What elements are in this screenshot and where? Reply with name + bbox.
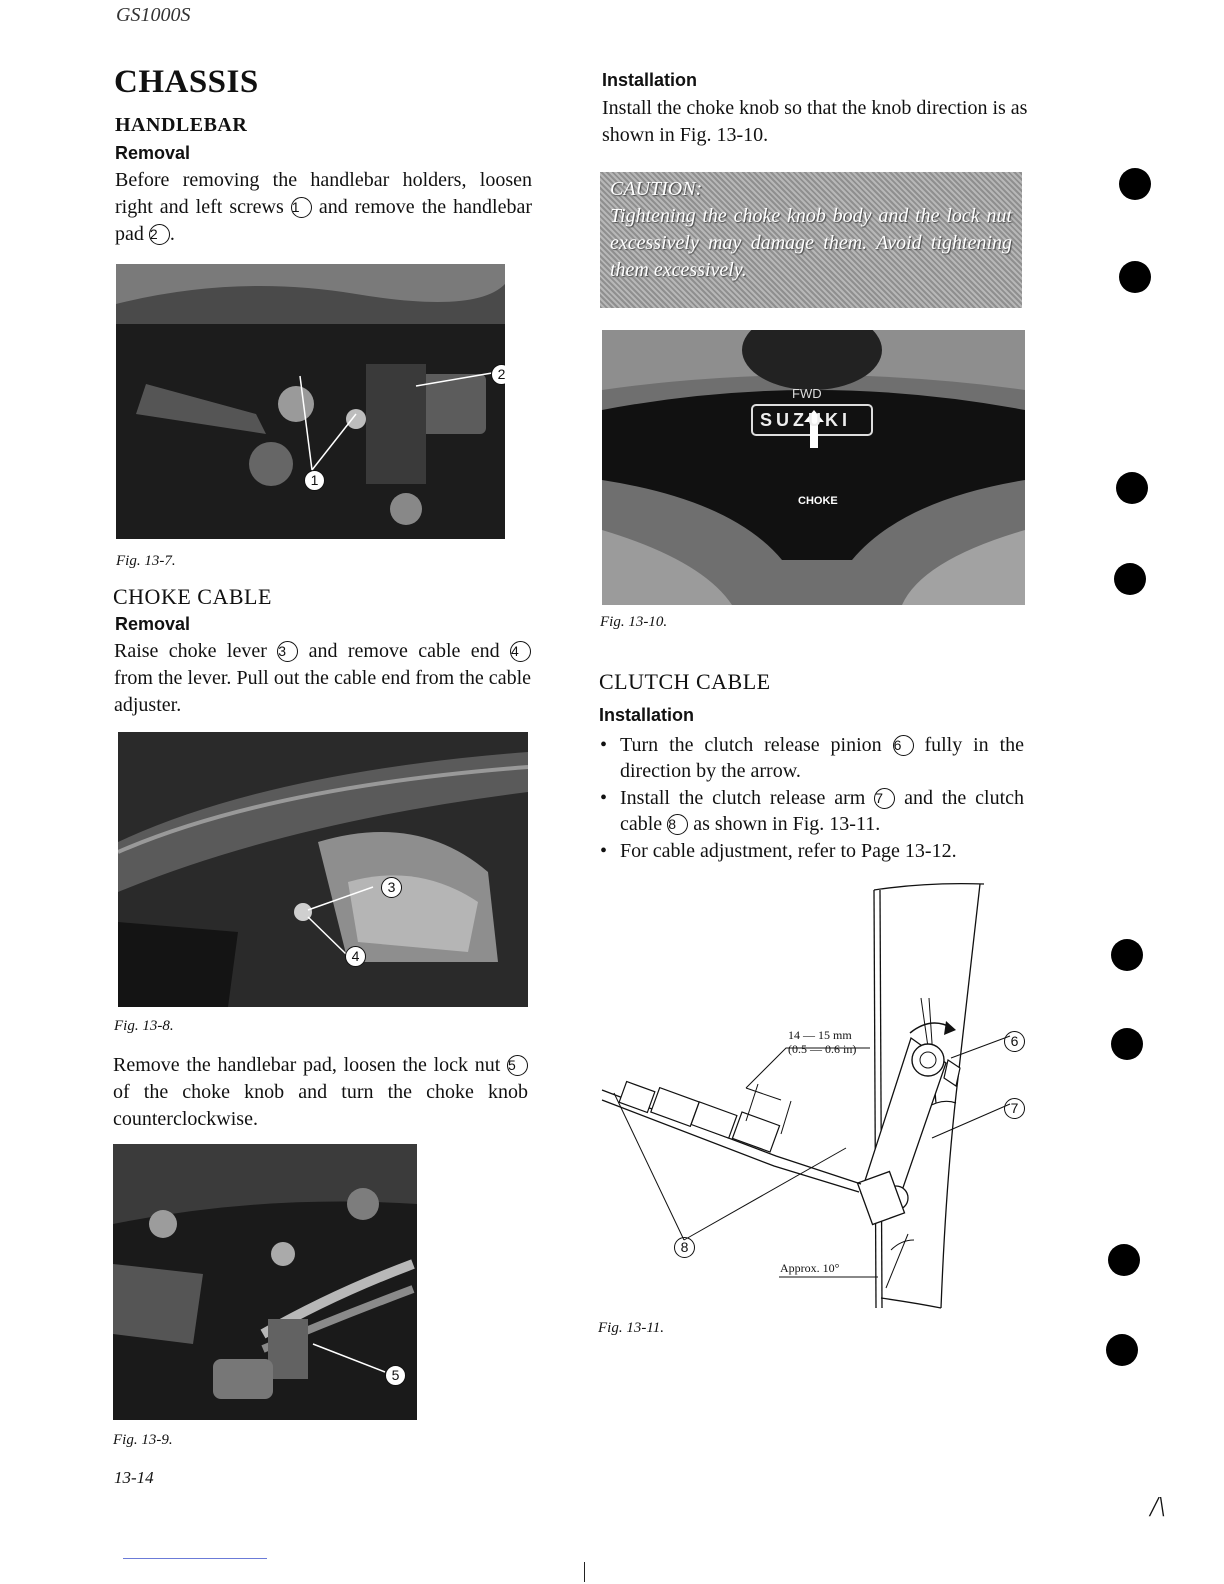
binder-hole-1: [1119, 168, 1151, 200]
fig-13-10-caption: Fig. 13-10.: [600, 614, 668, 630]
clutch-steps-list: [598, 732, 1024, 865]
binder-hole-7: [1108, 1244, 1140, 1276]
page-number: 13-14: [114, 1468, 154, 1487]
fwd-marking: FWD: [792, 386, 822, 401]
chassis-title: CHASSIS: [114, 64, 259, 100]
callout-6: 6: [893, 735, 914, 756]
fig-13-7-label-1: 1: [304, 470, 325, 491]
choke-cable-heading: CHOKE CABLE: [113, 584, 272, 609]
choke-removal-subheading: Removal: [115, 614, 191, 634]
fig-13-9-photo: [113, 1144, 417, 1420]
fig-13-7-photo: [116, 264, 505, 539]
fig-13-8-caption: Fig. 13-8.: [114, 1018, 174, 1034]
binder-hole-3: [1116, 472, 1148, 504]
fig-13-11-diagram: [596, 878, 1036, 1318]
callout-3: 3: [277, 641, 298, 662]
callout-4: 4: [510, 641, 531, 662]
clutch-step-2: • Install the clutch release arm 7 and the clutch cable 8 as shown in Fig. 13-11.: [598, 785, 1024, 837]
binder-hole-2: [1119, 261, 1151, 293]
pad-removal-text: Remove the handlebar pad, loosen the lock nut 5 of the choke knob and turn the choke knob counterclockwise.: [113, 1054, 528, 1130]
fig-13-11-caption: Fig. 13-11.: [598, 1320, 664, 1336]
binder-hole-5: [1111, 939, 1143, 971]
fig-13-11-label-8: 8: [674, 1237, 695, 1258]
suzuki-logo-text: SUZUKI: [760, 410, 851, 430]
clutch-step-1: • Turn the clutch release pinion 6 fully in the direction by the arrow.: [598, 732, 1024, 784]
binder-hole-4: [1114, 563, 1146, 595]
installation-subheading: Installation: [602, 70, 698, 90]
fig-13-10-photo: [602, 330, 1025, 605]
fig-13-9-label-5: 5: [385, 1365, 406, 1386]
clutch-installation-subheading: Installation: [599, 705, 695, 725]
callout-5: 5: [507, 1055, 528, 1076]
handlebar-removal-subheading: Removal: [115, 143, 191, 163]
handlebar-heading: HANDLEBAR: [115, 114, 248, 136]
installation-text: Install the choke knob so that the knob direction is as shown in Fig. 13-10.: [602, 97, 1028, 146]
clutch-step-3: • For cable adjustment, refer to Page 13-12.: [598, 838, 1024, 864]
fig-13-8-label-4: 4: [345, 946, 366, 967]
callout-2: 2: [149, 224, 170, 245]
fig-13-8-label-3: 3: [381, 877, 402, 898]
caution-text: Tightening the choke knob body and the lock nut excessively may damage them. Avoid tightening them excessively.: [610, 205, 1012, 281]
dim-in-label: (0.5 — 0.6 in): [788, 1042, 857, 1056]
header-code: GS1000S: [116, 4, 191, 26]
margin-mark: /\: [1150, 1492, 1166, 1523]
bottom-rule: [123, 1558, 267, 1559]
angle-label: Approx. 10°: [780, 1261, 840, 1275]
fig-13-7-caption: Fig. 13-7.: [116, 553, 176, 569]
fig-13-7-label-2: 2: [491, 364, 505, 385]
fig-13-9-caption: Fig. 13-9.: [113, 1432, 173, 1448]
binder-hole-6: [1111, 1028, 1143, 1060]
fig-13-11-label-7: 7: [1004, 1098, 1025, 1119]
handlebar-removal-text: Before removing the handlebar holders, loosen right and left screws 1 and remove the handlebar pad 2 .: [115, 169, 532, 245]
choke-removal-text: Raise choke lever 3 and remove cable end 4 from the lever. Pull out the cable end from the cable adjuster.: [114, 640, 531, 716]
fig-13-11-label-6: 6: [1004, 1031, 1025, 1052]
dim-mm-label: 14 — 15 mm: [788, 1028, 852, 1042]
callout-7: 7: [874, 788, 895, 809]
callout-8: 8: [667, 814, 688, 835]
clutch-cable-heading: CLUTCH CABLE: [599, 669, 771, 694]
callout-1: 1: [291, 197, 312, 218]
fig-13-8-photo: [118, 732, 528, 1007]
bottom-tick: [584, 1562, 585, 1582]
caution-label: CAUTION:: [610, 178, 703, 200]
choke-marking: CHOKE: [798, 495, 838, 507]
caution-box: [600, 172, 1022, 308]
binder-hole-8: [1106, 1334, 1138, 1366]
